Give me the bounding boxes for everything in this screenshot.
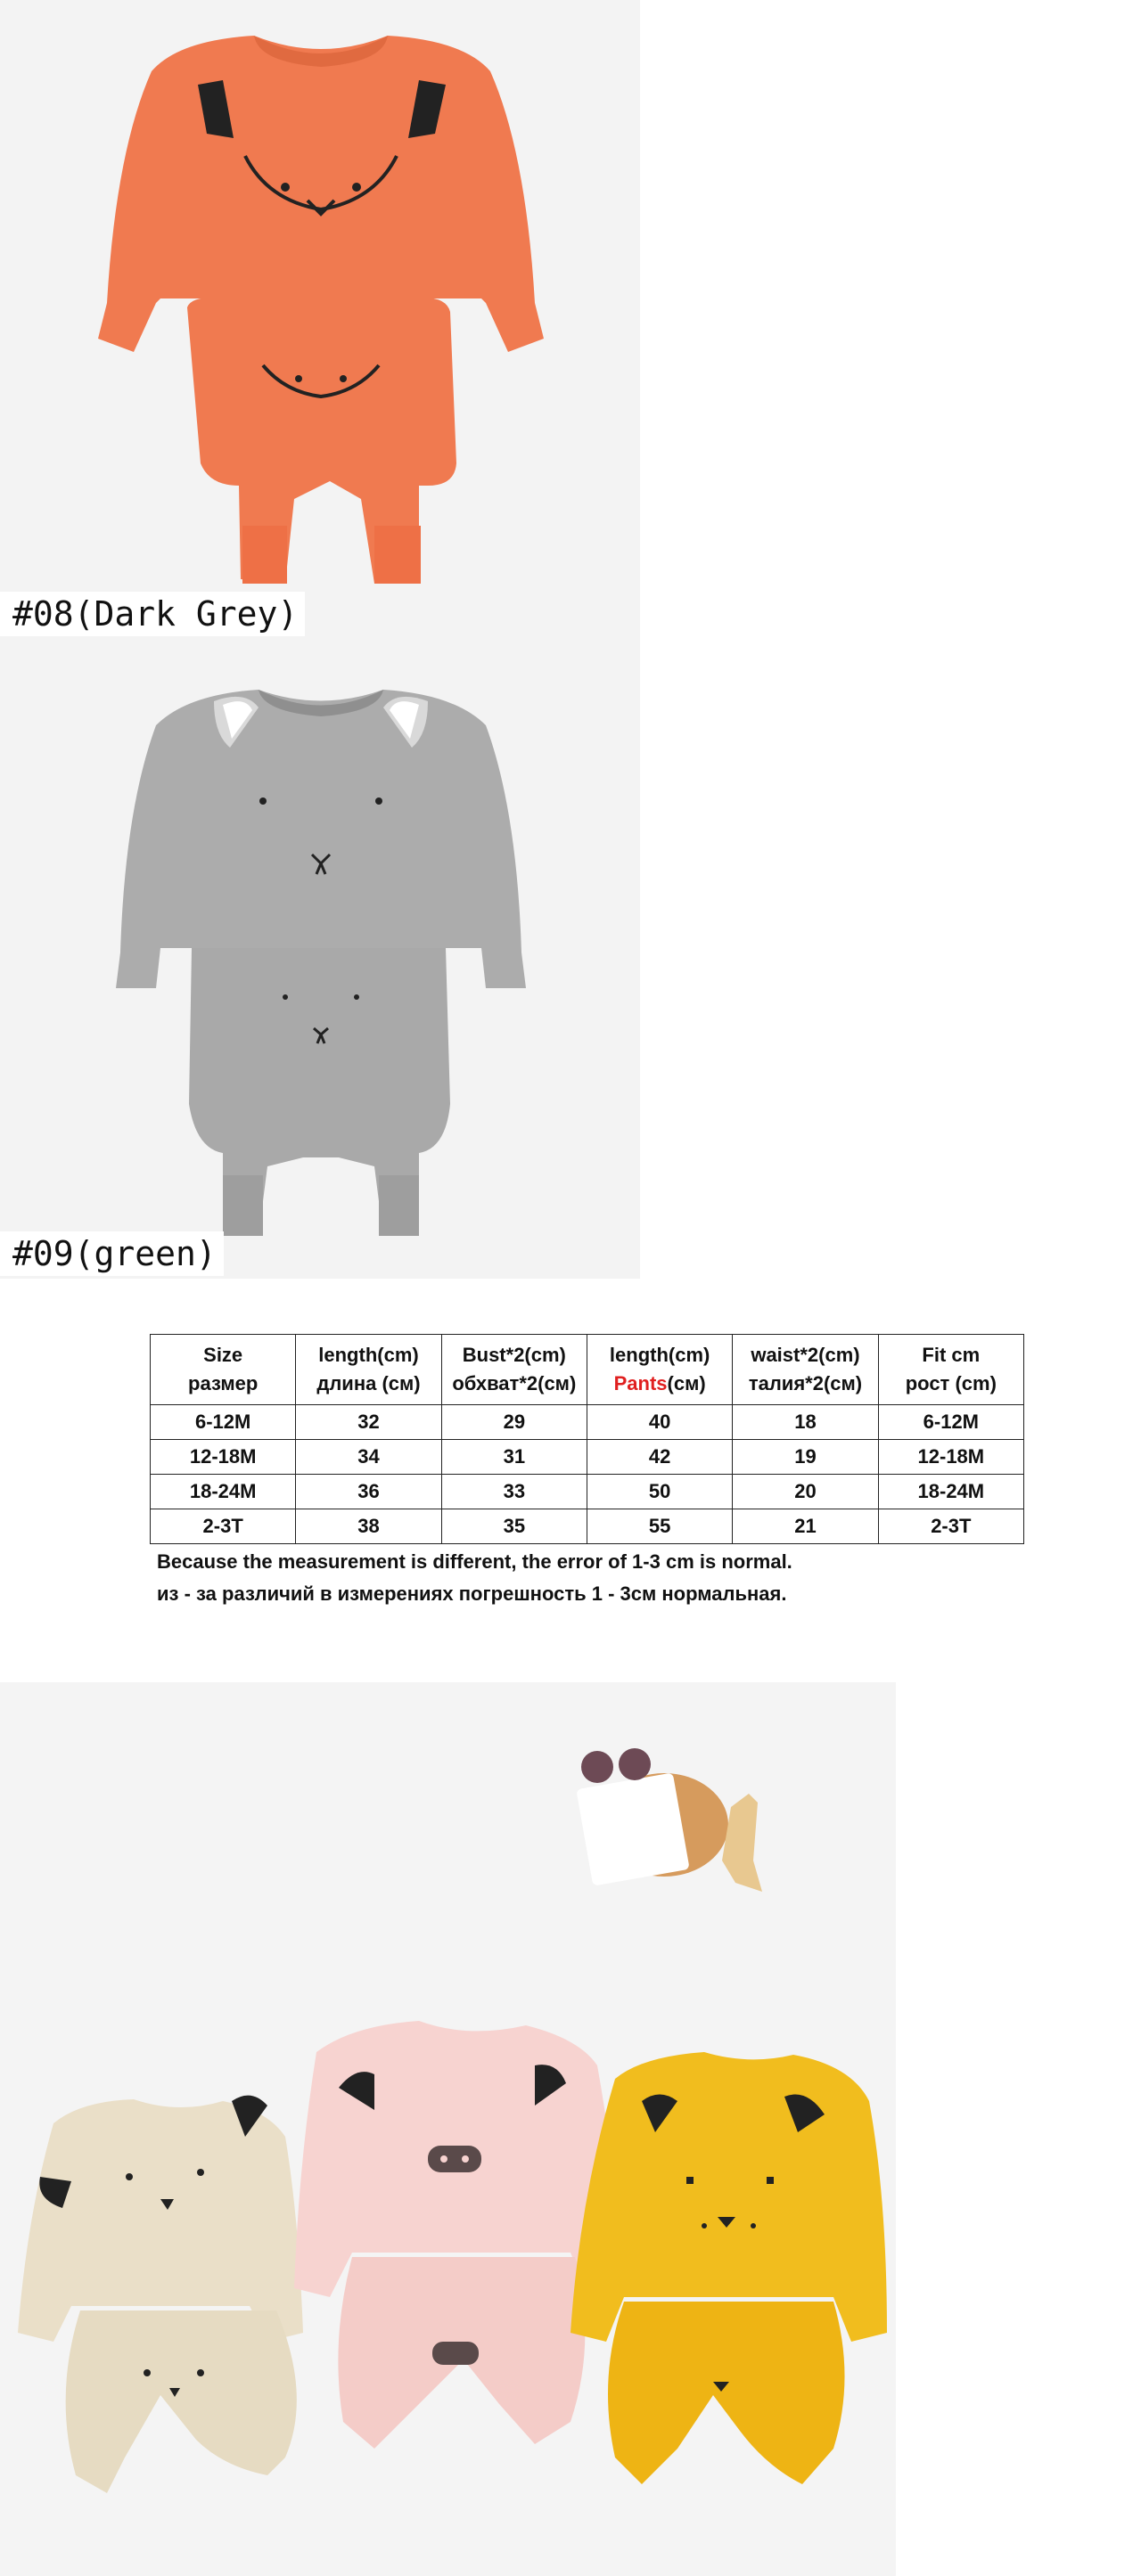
three-outfits-illustration	[0, 1682, 896, 2576]
table-row	[151, 1405, 1024, 1440]
size-table-header-row	[151, 1335, 1024, 1405]
cell: 38	[296, 1509, 441, 1544]
fox-outfit-illustration	[0, 0, 640, 641]
cell: 19	[733, 1440, 878, 1475]
header-waist: waist*2(cm) талия*2(см)	[733, 1335, 878, 1405]
pig-face-icon	[428, 2146, 481, 2172]
cell: 36	[296, 1475, 441, 1509]
size-chart	[150, 1334, 1024, 1610]
measurement-note-en: Because the measurement is different, the error of 1-3 cm is normal.	[157, 1550, 792, 1573]
header-fit: Fit cm рост (cm)	[878, 1335, 1023, 1405]
pig-outfit	[294, 2021, 624, 2449]
cell: 21	[733, 1509, 878, 1544]
cell: 18	[733, 1405, 878, 1440]
header-size: Size размер	[151, 1335, 296, 1405]
table-row	[151, 1440, 1024, 1475]
header-pants-length: length(cm) Pants(см)	[587, 1335, 732, 1405]
bear-outfit	[18, 2096, 303, 2493]
cell: 2-3T	[878, 1509, 1023, 1544]
cell: 34	[296, 1440, 441, 1475]
cell: 12-18M	[151, 1440, 296, 1475]
rabbit-outfit-illustration	[0, 641, 640, 1279]
cell: 6-12M	[878, 1405, 1023, 1440]
cell: 20	[733, 1475, 878, 1509]
cell: 12-18M	[878, 1440, 1023, 1475]
measurement-note-ru: из - за различий в измерениях погрешность 1 - 3см нормальная.	[157, 1582, 787, 1605]
leopard-outfit	[570, 2052, 887, 2484]
cell: 18-24M	[151, 1475, 296, 1509]
product-photo-three-outfits	[0, 1682, 896, 2576]
cell: 55	[587, 1509, 732, 1544]
cell: 35	[441, 1509, 587, 1544]
cell: 33	[441, 1475, 587, 1509]
cell: 31	[441, 1440, 587, 1475]
cell: 50	[587, 1475, 732, 1509]
variant-caption-09: #09(green)	[0, 1231, 224, 1276]
table-row	[151, 1509, 1024, 1544]
table-row	[151, 1475, 1024, 1509]
cell: 42	[587, 1440, 732, 1475]
header-length: length(cm) длина (см)	[296, 1335, 441, 1405]
header-bust: Bust*2(cm) обхват*2(см)	[441, 1335, 587, 1405]
props-decoration	[576, 1748, 762, 1892]
pants-label: Pants	[613, 1372, 668, 1394]
cell: 6-12M	[151, 1405, 296, 1440]
product-photo-fox-outfit	[0, 0, 640, 641]
cell: 40	[587, 1405, 732, 1440]
size-table	[150, 1334, 1024, 1544]
variant-caption-08: #08(Dark Grey)	[0, 592, 305, 636]
product-photo-rabbit-outfit	[0, 641, 640, 1279]
cell: 18-24M	[878, 1475, 1023, 1509]
cell: 2-3T	[151, 1509, 296, 1544]
cell: 29	[441, 1405, 587, 1440]
cell: 32	[296, 1405, 441, 1440]
